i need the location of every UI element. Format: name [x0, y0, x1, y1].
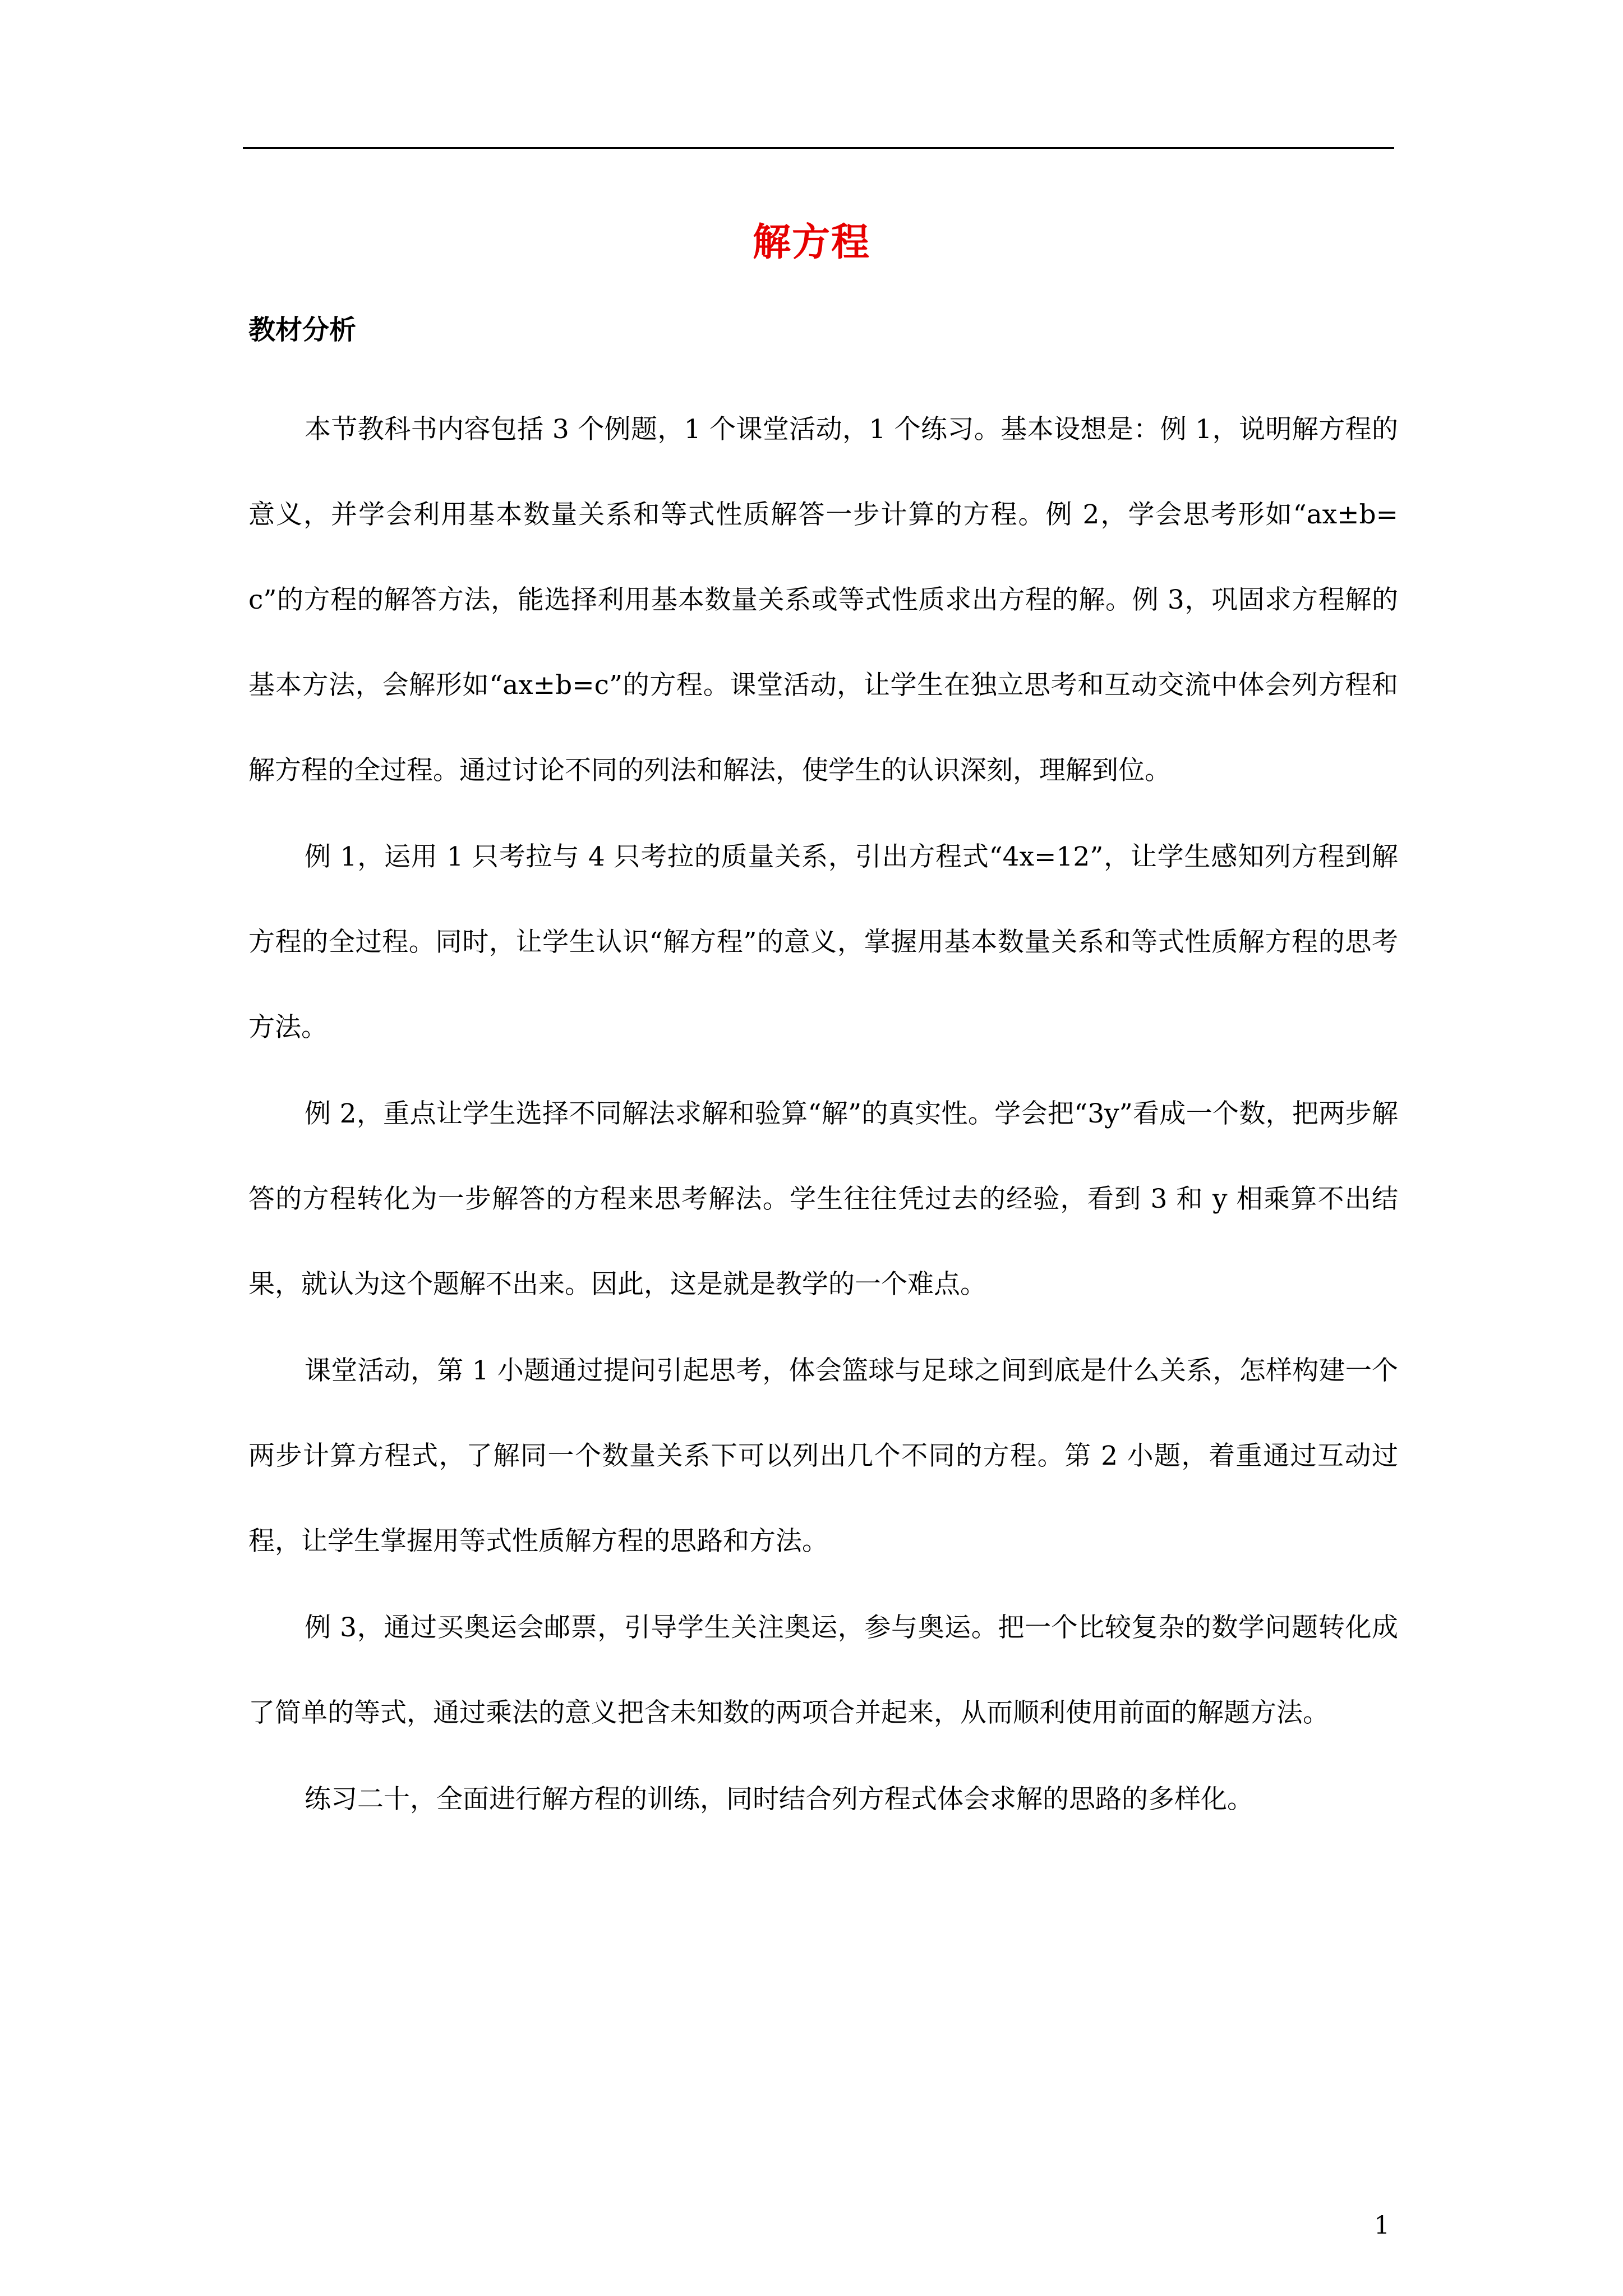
paragraph-example-3: 例 3，通过买奥运会邮票，引导学生关注奥运，参与奥运。把一个比较复杂的数学问题转化成了简单的等式，通过乘法的意义把含未知数的两项合并起来，从而顺利使用前面的解题方法。 — [248, 1612, 1398, 1728]
paragraph-exercise-20: 练习二十，全面进行解方程的训练，同时结合列方程式体会求解的思路的多样化。 — [305, 1784, 1253, 1815]
section-heading: 教材分析 — [248, 314, 357, 346]
body-text — [248, 387, 1398, 1843]
paragraph-class-activity: 课堂活动，第 1 小题通过提问引起思考，体会篮球与足球之间到底是什么关系，怎样构建一个两步计算方程式，了解同一个数量关系下可以列出几个不同的方程。第 2 小题，着重通过互动过程，让学生掌握用等式性质解方程的思路和方法。 — [248, 1355, 1398, 1557]
header-rule — [243, 147, 1394, 149]
document-title: 解方程 — [752, 220, 870, 265]
paragraph-example-1: 例 1，运用 1 只考拉与 4 只考拉的质量关系，引出方程式“4x=12”，让学生感知列方程到解方程的全过程。同时，让学生认识“解方程”的意义，掌握用基本数量关系和等式性质解方程的思考方法。 — [248, 841, 1398, 1043]
paragraph-overview: 本节教科书内容包括 3 个例题，1 个课堂活动，1 个练习。基本设想是：例 1，说明解方程的意义，并学会利用基本数量关系和等式性质解答一步计算的方程。例 2，学会思考形如“ax±b=c”的方程的解答方法，能选择利用基本数量关系或等式性质求出方程的解。例 3，巩固求方程解的基本方法，会解形如“ax±b=c”的方程。课堂活动，让学生在独立思考和互动交流中体会列方程和解方程的全过程。通过讨论不同的列法和解法，使学生的认识深刻，理解到位。 — [248, 414, 1398, 786]
page-number: 1 — [1374, 2211, 1390, 2240]
paragraph-example-2: 例 2，重点让学生选择不同解法求解和验算“解”的真实性。学会把“3y”看成一个数，把两步解答的方程转化为一步解答的方程来思考解法。学生往往凭过去的经验，看到 3 和 y 相乘算不出结果，就认为这个题解不出来。因此，这是就是教学的一个难点。 — [248, 1098, 1398, 1300]
